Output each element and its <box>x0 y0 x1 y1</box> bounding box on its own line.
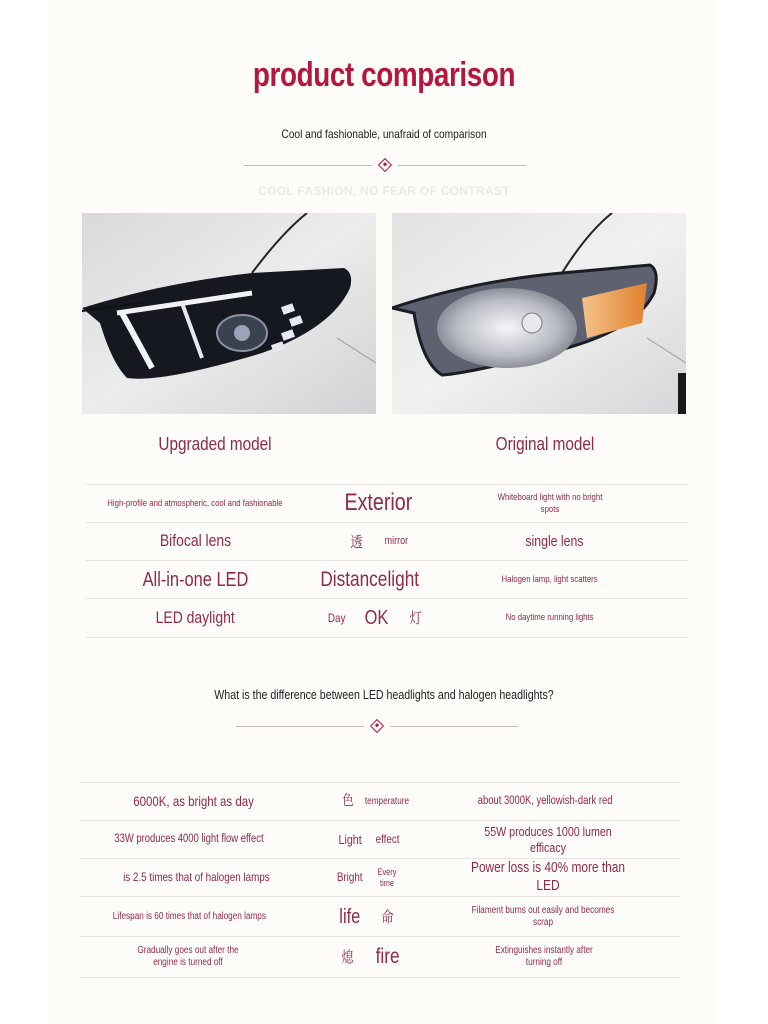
feature-cell: OK <box>364 607 388 629</box>
led-headlight-image <box>82 213 376 414</box>
divider-line <box>236 726 364 727</box>
upgraded-model-label: Upgraded model <box>158 434 272 454</box>
original-cell: No daytime running lights <box>506 612 594 624</box>
page-title: product comparison <box>252 56 516 94</box>
table-row <box>86 560 688 598</box>
feature-cell: 透 <box>350 532 364 551</box>
table-row <box>80 858 680 896</box>
table-row <box>80 896 680 936</box>
upgraded-cell: High-profile and atmospheric, cool and fashionable <box>107 497 283 509</box>
feature-cell: Light <box>338 831 362 847</box>
upgraded-cell: LED daylight <box>155 607 235 627</box>
led-cell: Lifespan is 60 times that of halogen lamps <box>112 910 266 922</box>
feature-cell: light <box>387 567 419 591</box>
original-model-label: Original model <box>495 434 595 454</box>
divider-line <box>244 165 372 166</box>
section-divider <box>244 158 526 172</box>
halogen-cell: about 3000K, yellowish-dark red <box>477 794 613 807</box>
original-cell: Halogen lamp, light scatters <box>501 573 599 585</box>
led-cell: 6000K, as bright as day <box>133 793 255 810</box>
feature-cell: Every time <box>377 866 397 888</box>
led-cell: 33W produces 4000 light flow effect <box>114 832 264 845</box>
feature-cell: 熄 <box>341 948 355 966</box>
divider-line <box>390 726 518 727</box>
section-divider <box>236 719 518 733</box>
upgraded-cell: All-in-one LED <box>142 568 248 591</box>
comparison-table-led-vs-halogen <box>80 782 680 978</box>
diamond-icon <box>370 719 384 733</box>
feature-cell: 色 <box>342 793 354 810</box>
table-row <box>86 598 688 638</box>
feature-cell: Bright <box>337 870 363 885</box>
halogen-cell: Power loss is 40% more than LED <box>471 860 625 894</box>
table-row <box>80 936 680 978</box>
table-row <box>80 820 680 858</box>
ghost-watermark-text: COOL FASHION, NO FEAR OF CONTRAST <box>258 184 510 198</box>
feature-cell: Day <box>328 610 346 625</box>
upgraded-cell: Bifocal lens <box>159 531 231 551</box>
feature-cell: Distance <box>320 567 388 591</box>
diamond-icon <box>378 158 392 172</box>
divider-line <box>398 165 526 166</box>
halogen-cell: 55W produces 1000 lumen efficacy <box>484 823 612 855</box>
feature-cell: life <box>339 905 361 928</box>
feature-cell: temperature <box>364 795 410 807</box>
original-cell: Whiteboard light with no bright spots <box>497 492 603 515</box>
original-cell: single lens <box>524 532 584 550</box>
page-subtitle: Cool and fashionable, unafraid of comparison <box>281 127 487 141</box>
feature-cell: mirror <box>384 534 408 547</box>
section-question: What is the difference between LED headlights and halogen headlights? <box>214 688 554 702</box>
halogen-headlight-image <box>392 213 686 414</box>
led-cell: Gradually goes out after the engine is turned off <box>137 945 239 968</box>
table-row <box>86 522 688 560</box>
comparison-table-features <box>86 484 688 638</box>
halogen-cell: Filament burns out easily and becomes scrap <box>471 904 615 928</box>
table-row <box>80 782 680 820</box>
feature-cell: effect <box>376 832 400 847</box>
halogen-cell: Extinguishes instantly after turning off <box>495 945 593 968</box>
led-cell: is 2.5 times that of halogen lamps <box>122 870 270 885</box>
feature-cell: fire <box>376 945 400 969</box>
feature-cell: 命 <box>381 907 395 926</box>
table-row <box>86 484 688 522</box>
feature-cell: 灯 <box>409 609 423 627</box>
feature-cell: Exterior <box>344 489 412 517</box>
